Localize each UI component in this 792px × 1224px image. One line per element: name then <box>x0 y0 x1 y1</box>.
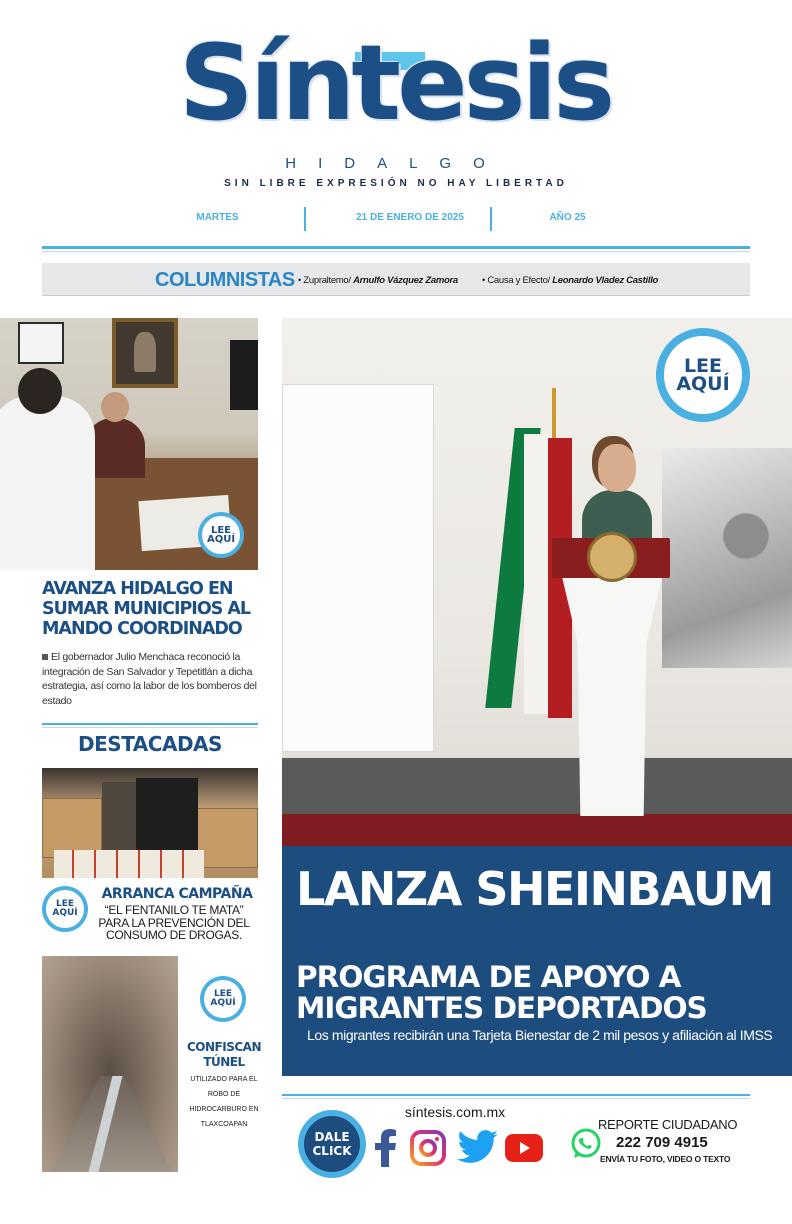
date-full: 21 DE ENERO DE 2025 <box>356 212 464 223</box>
main-summary: Los migrantes recibirán una Tarjeta Bienestar de 2 mil pesos y afiliación al IMSS <box>307 1027 773 1043</box>
columnistas-bar <box>42 263 750 296</box>
dateline <box>130 206 690 232</box>
bullet-icon <box>42 654 48 660</box>
site-url-link[interactable]: síntesis.com.mx <box>404 1104 506 1120</box>
lee-aqui-button[interactable]: LEE AQUÍ <box>198 512 244 558</box>
main-headline[interactable]: LANZA SHEINBAUM <box>296 862 773 916</box>
story-left-headline[interactable]: AVANZA HIDALGO EN SUMAR MUNICIPIOS AL MANDO COORDINADO <box>42 579 251 639</box>
photo-detail <box>0 396 95 570</box>
masthead-logo <box>130 22 660 150</box>
report-title: REPORTE CIUDADANO <box>598 1117 738 1132</box>
story-left-summary: El gobernador Julio Menchaca reconoció la integración de San Salvador y Tepetitlán a dicha estrategia, así como la labor de los bomberos del estado <box>42 651 257 707</box>
lee-aqui-button[interactable]: LEE AQUÍ <box>42 886 88 932</box>
date-day: MARTES <box>196 212 239 223</box>
campaign-photo[interactable] <box>42 768 258 878</box>
edition-name: HIDALGO <box>285 155 507 172</box>
photo-detail <box>102 782 138 852</box>
dale-click-button[interactable]: DALE CLICK <box>298 1110 366 1178</box>
columnist-link[interactable]: • Zupraltemo/ Arnulfo Vázquez Zamora <box>298 275 458 286</box>
photo-detail <box>662 448 792 668</box>
date-divider <box>490 207 492 231</box>
photo-detail <box>230 340 258 410</box>
photo-detail <box>282 814 792 846</box>
seal-icon <box>587 532 637 582</box>
photo-detail <box>598 444 636 492</box>
section-rule <box>42 723 258 725</box>
header-rule <box>42 246 750 249</box>
photo-detail <box>136 778 198 858</box>
footer-rule <box>282 1094 750 1096</box>
photo-detail <box>282 384 434 752</box>
logo-text: Síntesis <box>178 22 612 144</box>
main-subheadline[interactable]: PROGRAMA DE APOYO A MIGRANTES DEPORTADOS <box>296 960 707 1025</box>
lee-aqui-button[interactable]: LEE AQUÍ <box>200 976 246 1022</box>
photo-detail <box>112 318 178 388</box>
slogan: SIN LIBRE EXPRESIÓN NO HAY LIBERTAD <box>224 178 568 189</box>
tunnel-headline[interactable]: CONFISCAN TÚNEL <box>187 1040 261 1069</box>
twitter-icon[interactable] <box>456 1128 500 1168</box>
footer-rule-thin <box>282 1098 750 1099</box>
columnist-link[interactable]: • Causa y Efecto/ Leonardo Vladez Castillo <box>482 275 659 286</box>
instagram-icon[interactable] <box>408 1128 448 1168</box>
report-phone[interactable]: 222 709 4915 <box>616 1134 708 1151</box>
youtube-icon[interactable] <box>504 1128 544 1168</box>
lee-aqui-button[interactable]: LEE AQUÍ <box>656 328 750 422</box>
section-rule-thin <box>42 727 258 728</box>
header-rule-thin <box>42 251 750 252</box>
photo-detail <box>54 850 204 878</box>
whatsapp-icon[interactable] <box>570 1128 602 1160</box>
facebook-icon[interactable] <box>366 1128 406 1168</box>
columnistas-label: COLUMNISTAS <box>155 269 295 291</box>
report-note: ENVÍA TU FOTO, VIDEO O TEXTO <box>600 1154 731 1164</box>
tunnel-photo[interactable] <box>42 956 178 1172</box>
date-year: AÑO 25 <box>549 212 586 223</box>
campaign-headline[interactable]: ARRANCA CAMPAÑA <box>101 886 253 902</box>
date-divider <box>304 207 306 231</box>
photo-detail <box>42 798 102 858</box>
campaign-text: “EL FENTANILO TE MATA” PARA LA PREVENCIÓN DEL CONSUMO DE DROGAS. <box>98 903 250 942</box>
tunnel-text: UTILIZADO PARA EL ROBO DE HIDROCARBURO EN TLAXCOAPAN <box>189 1076 259 1128</box>
photo-detail <box>18 322 64 364</box>
destacadas-title: DESTACADAS <box>78 732 222 756</box>
